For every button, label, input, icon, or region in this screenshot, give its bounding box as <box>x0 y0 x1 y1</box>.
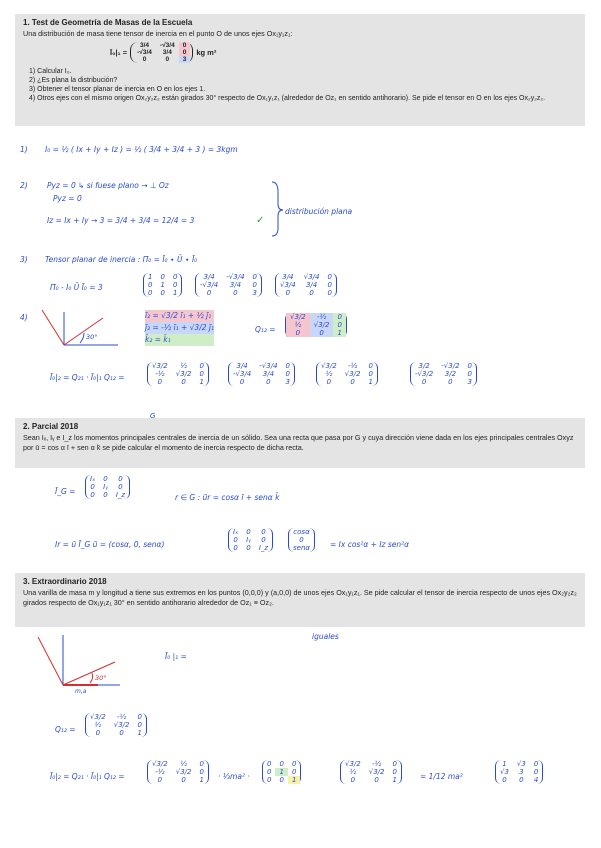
answer-4-label: 4) <box>20 313 28 322</box>
answer-1-label: 1) <box>20 145 28 154</box>
angle-label-1: 30° <box>86 333 98 341</box>
problem-3-box <box>15 573 585 627</box>
ig-matrix-2: Iₓ 0 0 0 Iᵧ 0 0 0 I_z <box>228 528 273 552</box>
angle-label-3: 30° <box>95 674 107 682</box>
answer-2-line1: Pyz = 0 ↳ si fuese plano → ⊥ Oz <box>47 181 169 190</box>
problem-1-statement: Una distribución de masa tiene tensor de inercia en el punto O de unos ejes Ox₁y₁z₁: <box>23 29 293 38</box>
check-mark: ✓ <box>256 215 265 226</box>
line-direction: r ∈ G : ūr = cosα ī + senα k̄ <box>175 493 280 502</box>
tensor-matrix-a3: 3/4 -√3/4 0 -√3/4 3/4 0 0 0 3 <box>195 273 262 297</box>
tensor-unit: kg m² <box>196 48 217 57</box>
ir-result: Ir = ū Ī_G ū = (cosα, 0, senα) <box>55 540 165 549</box>
q12-matrix: √3/2 -½ 0 ½ √3/2 0 0 0 1 <box>316 362 378 386</box>
given-tensor: Ī₀|₁ = 3/4 -√3/4 0 -√3/4 3/4 0 0 0 3 kg m² <box>110 42 217 63</box>
i0-matrix: 3/4 -√3/4 0 -√3/4 3/4 0 0 0 3 <box>228 362 295 386</box>
answer-3-eq: Π̄₀ - I₀ Ū Ī₀ = 3 <box>50 283 103 292</box>
problem-2-box <box>15 418 585 468</box>
answer-2-line2: Pyz = 0 <box>53 194 82 203</box>
answer-2-line3: Iz = Ix + Iy → 3 = 3/4 + 3/4 = 12/4 = 3 <box>47 216 195 225</box>
factor-2: = 1/12 ma² <box>420 772 463 781</box>
iguales-note: iguales <box>312 632 339 641</box>
problem-1-title: 1. Test de Geometría de Masas de la Escuela <box>23 18 193 27</box>
q12-matrix-3b: √3/2 -½ 0 ½ √3/2 0 0 0 1 <box>340 760 402 784</box>
problem-2-title: 2. Parcial 2018 <box>23 422 79 431</box>
problem-3-statement: Una varilla de masa m y longitud a tiene sus extremos en los puntos (0,0,0) y (a,0,0) de unos ejes Ox₁y₁z₁. Se pide calcular el tensor de inercia respecto de unos ejes Ox₂y₂z₂ girados respecto de Ox₁y₁z₁ 30° en sentido antihorario alrededor de Oz₁ ≡ Oz₂. <box>23 588 577 607</box>
problem-2-statement: Sean Iₓ, Iᵧ e I_z los momentos principales centrales de inercia de un sólido. Sea una recta que pasa por G y cuya dirección viene dada en los ejes principales centrales Oxyz por ū = cos α ī + sen α k̄ se pide calcular el momento de inercia respecto de dicha recta. <box>23 433 574 452</box>
question-4: 4) Otros ejes con el mismo origen Ox₂y₂z₂ están girados 30° respecto de Ox₁y₁z₁ (alrededor de Oz₁ en sentido antihorario). Se pide el tensor en O en los ejes Ox₂y₂z₂. <box>29 94 546 102</box>
result-matrix-1: 3/2 -√3/2 0 -√3/2 3/2 0 0 0 3 <box>410 362 477 386</box>
result-matrix-3: 1 √3 0 √3 3 0 0 0 4 <box>495 760 543 784</box>
problem-2-annotation: G <box>150 412 156 420</box>
answer-1: I₀ = ½ ( Ix + Iy + Iz ) = ½ ( 3/4 + 3/4 + 3 ) = 3kgm <box>45 145 238 154</box>
identity-matrix: 1 0 0 0 1 0 0 0 1 <box>143 273 182 297</box>
rod-label: m,a <box>75 688 87 695</box>
q21-matrix-3: √3/2 ½ 0 -½ √3/2 0 0 0 1 <box>147 760 209 784</box>
rod-tensor-matrix: 0 0 0 0 1 0 0 0 1 <box>262 760 301 784</box>
answer-2-conclusion: distribución plana <box>285 207 353 216</box>
answer-3-label: 3) <box>20 255 28 264</box>
answer-3-title: Tensor planar de inercia : Π̄₀ = Ī₀ ∙ Ū ∙ Ī₀ <box>45 255 198 264</box>
ig-matrix: Iₓ 0 0 0 Iᵧ 0 0 0 I_z <box>85 475 130 499</box>
direction-vector: cosα 0 senα <box>288 528 315 552</box>
rotation-lines: ī₂ = √3/2 ī₁ + ½ j̄₁ j̄₂ = -½ ī₁ + √3/2 j̄₁ k̄₂ = k̄₁ <box>145 311 214 344</box>
q12-label: Q₁₂ = <box>255 325 276 334</box>
q21-matrix: √3/2 ½ 0 -½ √3/2 0 0 0 1 <box>147 362 209 386</box>
question-2: 2) ¿Es plana la distribución? <box>29 76 118 84</box>
problem-3-title: 3. Extraordinario 2018 <box>23 577 107 586</box>
final-tensor-label-1: Ī₀|₂ = Q₂₁ · Ī₀|₁ Q₁₂ = <box>50 373 125 382</box>
q12-label-3: Q₁₂ = <box>55 725 76 734</box>
tensor-label: Ī₀|₁ = <box>110 48 128 57</box>
result-matrix-a3: 3/4 √3/4 0 √3/4 3/4 0 0 0 0 <box>275 273 337 297</box>
question-3: 3) Obtener el tensor planar de inercia en O en los ejes 1. <box>29 85 206 93</box>
i0-1-label: Ī₀ |₁ = <box>165 652 187 661</box>
answer-2-label: 2) <box>20 181 28 190</box>
ig-label: Ī_G = <box>55 487 76 496</box>
question-1: 1) Calcular I₀. <box>29 67 72 75</box>
factor-1: · ⅓ma² · <box>218 772 250 781</box>
problem-1-box <box>15 14 585 126</box>
rotation-matrix-q12: √3/2 -½ 0 ½ √3/2 0 0 0 1 <box>285 313 347 337</box>
final-tensor-label-3: Ī₀|₂ = Q₂₁ · Ī₀|₁ Q₁₂ = <box>50 772 125 781</box>
q12-matrix-3: √3/2 -½ 0 ½ √3/2 0 0 0 1 <box>85 713 147 737</box>
ir-result-end: = Ix cos²α + Iz sen²α <box>330 540 410 549</box>
